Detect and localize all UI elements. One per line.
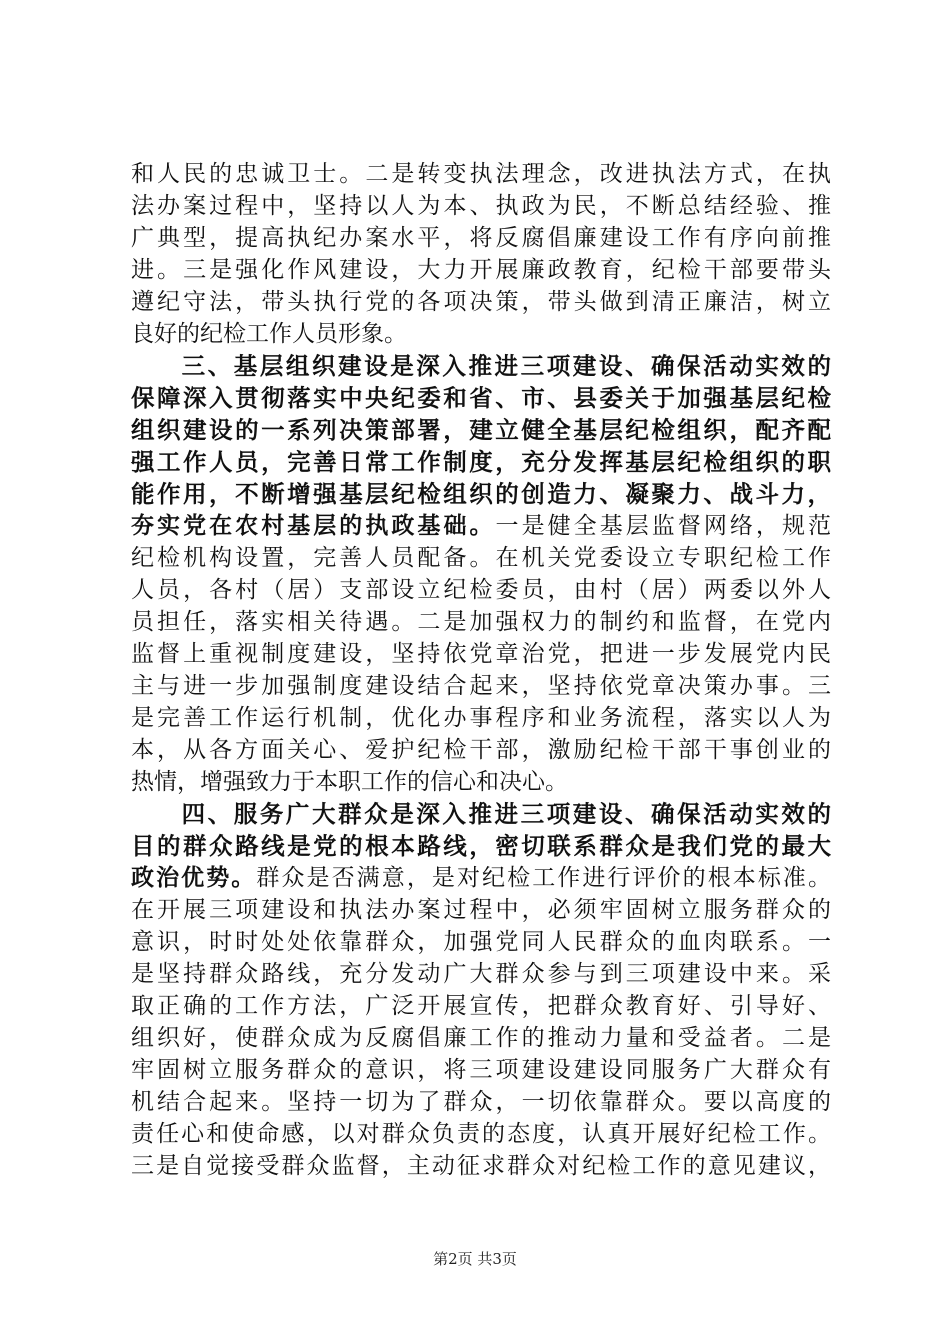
section-heading-text: 三、基层组织建设是深入推进三项建设、确保活动实效的 xyxy=(179,352,831,380)
text-line: 意识，时时处处依靠群众，加强党同人民群众的血肉联系。一 xyxy=(131,929,831,955)
section-4-paragraph xyxy=(131,798,831,1182)
page-number-footer: 第2页 共3页 xyxy=(433,1250,517,1268)
text-line: 员担任，落实相关待遇。二是加强权力的制约和监督，在党内 xyxy=(131,609,831,635)
section-heading-line xyxy=(131,798,831,830)
text-line: 在开展三项建设和执法办案过程中，必须牢固树立服务群众的 xyxy=(131,897,831,923)
text-line: 良好的纪检工作人员形象。 xyxy=(131,321,407,347)
text-line: 人员，各村（居）支部设立纪检委员，由村（居）两委以外人 xyxy=(131,577,831,603)
text-line: 纪检机构设置，完善人员配备。在机关党委设立专职纪检工作 xyxy=(131,545,831,571)
section-heading-line: 能作用，不断增强基层纪检组织的创造力、凝聚力、战斗力， xyxy=(131,480,831,508)
section-heading-line: 目的群众路线是党的根本路线，密切联系群众是我们党的最大 xyxy=(131,832,831,860)
section-heading-line: 保障深入贯彻落实中央纪委和省、市、县委关于加强基层纪检 xyxy=(131,384,831,412)
text-line: 组织好，使群众成为反腐倡廉工作的推动力量和受益者。二是 xyxy=(131,1025,831,1051)
section-heading-tail: 政治优势。 xyxy=(131,865,257,891)
section-heading-line: 组织建设的一系列决策部署，建立健全基层纪检组织，配齐配 xyxy=(131,416,831,444)
paragraph-continuation xyxy=(131,158,831,350)
text-line: 和人民的忠诚卫士。二是转变执法理念，改进执法方式，在执 xyxy=(131,161,831,187)
text-line: 是坚持群众路线，充分发动广大群众参与到三项建设中来。采 xyxy=(131,961,831,987)
text-line: 遵纪守法，带头执行党的各项决策，带头做到清正廉洁，树立 xyxy=(131,289,831,315)
text-line: 进。三是强化作风建设，大力开展廉政教育，纪检干部要带头 xyxy=(131,257,831,283)
text-segment: 一是健全基层监督网络，规范 xyxy=(495,513,832,539)
text-line: 监督上重视制度建设，坚持依党章治党，把进一步发展党内民 xyxy=(131,641,831,667)
text-line: 取正确的工作方法，广泛开展宣传，把群众教育好、引导好、 xyxy=(131,993,831,1019)
text-line: 责任心和使命感，以对群众负责的态度，认真开展好纪检工作。 xyxy=(131,1121,831,1147)
section-heading-tail: 夯实党在农村基层的执政基础。 xyxy=(131,513,496,539)
text-line: 广典型，提高执纪办案水平，将反腐倡廉建设工作有序向前推 xyxy=(131,225,831,251)
section-heading-line xyxy=(131,350,831,382)
text-line: 主与进一步加强制度建设结合起来，坚持依党章决策办事。三 xyxy=(131,673,831,699)
text-line: 法办案过程中，坚持以人为本、执政为民，不断总结经验、推 xyxy=(131,193,831,219)
text-line: 机结合起来。坚持一切为了群众，一切依靠群众。要以高度的 xyxy=(131,1089,831,1115)
text-line xyxy=(131,862,831,894)
document-body xyxy=(131,158,831,1182)
text-line xyxy=(131,510,831,542)
text-segment: 群众是否满意，是对纪检工作进行评价的根本标准。 xyxy=(256,865,832,891)
section-heading-text: 四、服务广大群众是深入推进三项建设、确保活动实效的 xyxy=(179,800,831,828)
section-heading-line: 强工作人员，完善日常工作制度，充分发挥基层纪检组织的职 xyxy=(131,448,831,476)
text-line: 是完善工作运行机制，优化办事程序和业务流程，落实以人为 xyxy=(131,705,831,731)
text-line: 本，从各方面关心、爱护纪检干部，激励纪检干部干事创业的 xyxy=(131,737,831,763)
text-line: 三是自觉接受群众监督，主动征求群众对纪检工作的意见建议， xyxy=(131,1153,831,1179)
text-line: 牢固树立服务群众的意识，将三项建设建设同服务广大群众有 xyxy=(131,1057,831,1083)
text-line: 热情，增强致力于本职工作的信心和决心。 xyxy=(131,769,568,795)
section-3-paragraph xyxy=(131,350,831,798)
